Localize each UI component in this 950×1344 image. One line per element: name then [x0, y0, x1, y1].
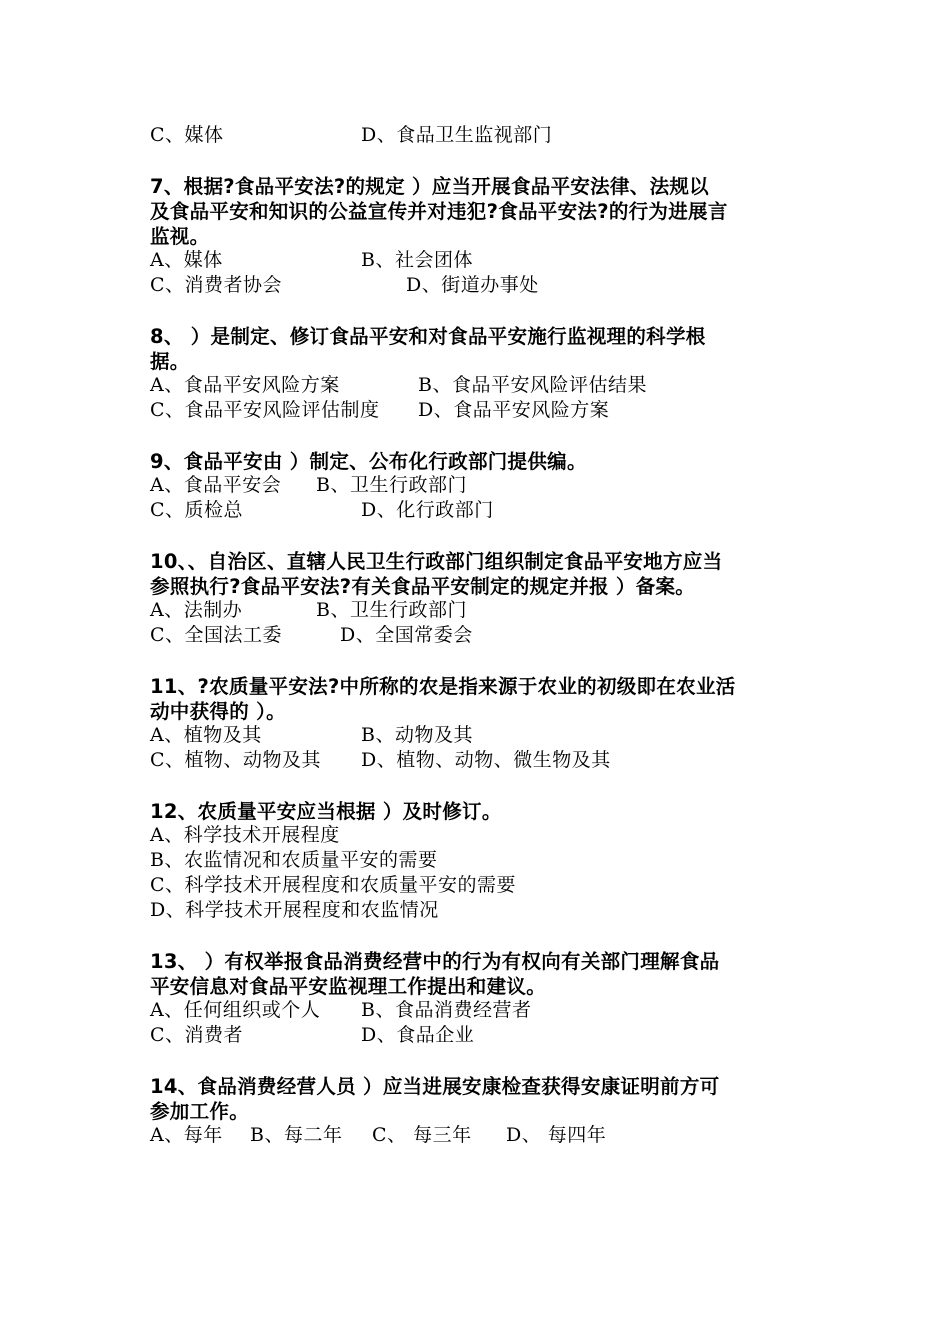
option-b: B、社会团体: [361, 249, 473, 271]
option-c: C、植物、动物及其: [150, 749, 322, 771]
option-a: A、科学技术开展程度: [150, 824, 340, 846]
option-line: [150, 123, 553, 148]
option-b: B、每二年: [250, 1124, 343, 1146]
question-7-line-1: 7、根据?食品平安法?的规定 ）应当开展食品平安法律、法规以: [150, 175, 709, 198]
option-a: A、植物及其: [150, 724, 262, 746]
option-c: C、 每三年: [372, 1124, 472, 1146]
question-12-line-1: 12、农质量平安应当根据 ）及时修订。: [150, 800, 502, 823]
question-11-options-1: [150, 723, 473, 748]
option-b: B、卫生行政部门: [316, 599, 467, 621]
question-13-line-1: 13、 ）有权举报食品消费经营中的行为有权向有关部门理解食品: [150, 950, 720, 973]
option-d: D、食品企业: [361, 1024, 475, 1046]
option-c: C、媒体: [150, 124, 224, 146]
option-a: A、任何组织或个人: [150, 999, 321, 1021]
question-11-line-1: 11、?农质量平安法?中所称的农是指来源于农业的初级即在农业活: [150, 675, 736, 698]
option-d: D、食品卫生监视部门: [361, 124, 553, 146]
question-10-options-1: [150, 598, 467, 623]
option-a: A、法制办: [150, 599, 243, 621]
option-d: D、 每四年: [506, 1124, 607, 1146]
question-8-options-2: [150, 398, 610, 423]
option-b: B、食品平安风险评估结果: [418, 374, 647, 396]
option-b: B、动物及其: [361, 724, 473, 746]
option-c: C、全国法工委: [150, 624, 283, 646]
option-b: B、食品消费经营者: [361, 999, 532, 1021]
question-8-line-1: 8、 ）是制定、修订食品平安和对食品平安施行监视理的科学根: [150, 325, 706, 348]
question-14-line-1: 14、食品消费经营人员 ）应当进展安康检查获得安康证明前方可: [150, 1075, 720, 1098]
question-8-options-1: [150, 373, 647, 398]
option-d: D、全国常委会: [340, 624, 473, 646]
option-d: D、科学技术开展程度和农监情况: [150, 899, 439, 921]
option-d: D、植物、动物、微生物及其: [361, 749, 611, 771]
question-7-line-2: 及食品平安和知识的公益宣传并对违犯?食品平安法?的行为进展言: [150, 200, 728, 223]
question-10-line-1: 10、、自治区、直辖人民卫生行政部门组织制定食品平安地方应当: [150, 550, 723, 573]
question-14-options-1: [150, 1123, 607, 1148]
option-c: C、消费者: [150, 1024, 244, 1046]
option-d: D、食品平安风险方案: [418, 399, 610, 421]
option-a: A、媒体: [150, 249, 223, 271]
option-a: A、食品平安会: [150, 474, 282, 496]
question-13-options-1: [150, 998, 532, 1023]
question-7-line-3: 监视。: [150, 225, 210, 248]
option-d: D、化行政部门: [361, 499, 494, 521]
question-11-line-2: 动中获得的 ）。: [150, 700, 286, 723]
question-9-line-1: 9、食品平安由 ）制定、公布化行政部门提供编。: [150, 450, 587, 473]
question-10-options-2: [150, 623, 473, 648]
question-13-options-2: [150, 1023, 475, 1048]
question-13-line-2: 平安信息对食品平安监视理工作提出和建议。: [150, 975, 547, 998]
question-10-line-2: 参照执行?食品平安法?有关食品平安制定的规定并报 ）备案。: [150, 575, 696, 598]
option-a: A、食品平安风险方案: [150, 374, 340, 396]
question-7-options-2: [150, 273, 539, 298]
option-d: D、街道办事处: [406, 274, 539, 296]
question-11-options-2: [150, 748, 611, 773]
option-c: C、消费者协会: [150, 274, 283, 296]
question-7-options-1: [150, 248, 473, 273]
option-c: C、食品平安风险评估制度: [150, 399, 380, 421]
option-b: B、卫生行政部门: [316, 474, 467, 496]
option-b: B、农监情况和农质量平安的需要: [150, 849, 438, 871]
option-a: A、每年: [150, 1124, 223, 1146]
question-9-options-2: [150, 498, 494, 523]
question-14-line-2: 参加工作。: [150, 1100, 250, 1123]
question-8-line-2: 据。: [150, 350, 190, 373]
question-9-options-1: [150, 473, 467, 498]
option-c: C、质检总: [150, 499, 244, 521]
option-c: C、科学技术开展程度和农质量平安的需要: [150, 874, 517, 896]
